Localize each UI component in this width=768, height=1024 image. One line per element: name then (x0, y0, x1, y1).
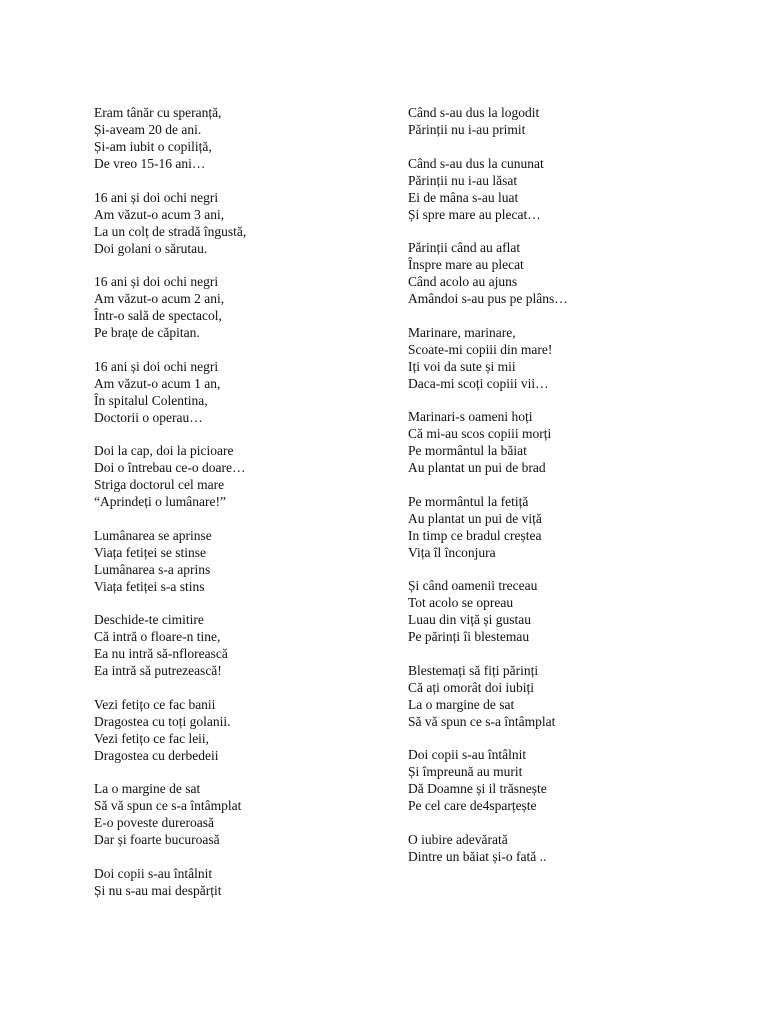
poem-stanza (94, 780, 414, 848)
poem-line: Au plantat un pui de viță (408, 510, 542, 526)
poem-stanza (94, 189, 414, 257)
poem-line: Tot acolo se opreau (408, 595, 514, 610)
poem-line: Când acolo au ajuns (408, 274, 518, 289)
poem-line: Striga doctorul cel mare (94, 477, 225, 492)
poem-right-column (408, 104, 728, 881)
poem-stanza (408, 104, 728, 138)
poem-line: Deschide-te cimitire (94, 612, 204, 627)
poem-line: Eram tânăr cu speranță, (94, 105, 222, 120)
poem-line: Lumânarea s-a aprins (94, 561, 211, 577)
poem-stanza (94, 358, 414, 426)
poem-line: Pe părinți îi blestemau (408, 629, 530, 644)
poem-stanza (408, 662, 728, 730)
poem-line: La o margine de sat (94, 781, 201, 796)
poem-stanza (408, 746, 728, 814)
poem-line: Luau din viță și gustau (408, 612, 531, 627)
poem-line: 16 ani și doi ochi negri (94, 274, 219, 289)
poem-line: Ea intră să putrezească! (94, 663, 222, 678)
poem-line: Când s-au dus la cununat (408, 155, 544, 171)
poem-line: Au plantat un pui de brad (408, 460, 546, 475)
poem-line: Când s-au dus la logodit (408, 105, 540, 120)
poem-line: Doi copii s-au întâlnit (408, 747, 527, 762)
poem-stanza (408, 493, 728, 561)
poem-line: Că intră o floare-n tine, (94, 629, 221, 644)
poem-line: Și când oamenii treceau (408, 578, 538, 593)
poem-line: Iți voi da sute și mii (408, 358, 516, 374)
poem-line: Că ați omorât doi iubiți (408, 679, 534, 695)
poem-line: 16 ani și doi ochi negri (94, 189, 219, 205)
poem-line: Doi copii s-au întâlnit (94, 865, 213, 881)
poem-line: Doi golani o sărutau. (94, 240, 208, 256)
poem-line: Ea nu intră să-nflorească (94, 646, 228, 661)
poem-line: Vezi fetițo ce fac leii, (94, 730, 210, 746)
poem-line: Pe brațe de căpitan. (94, 325, 200, 340)
poem-line: “Aprindeți o lumânare!” (94, 494, 226, 509)
poem-line: Pe mormântul la fetiță (408, 493, 529, 509)
poem-line: Amândoi s-au pus pe plâns… (408, 291, 568, 306)
poem-line: Și-aveam 20 de ani. (94, 122, 202, 137)
poem-line: E-o poveste dureroasă (94, 815, 214, 830)
poem-line: Dragostea cu derbedeii (94, 747, 219, 763)
poem-stanza (94, 273, 414, 341)
poem-line: Doctorii o operau… (94, 409, 203, 425)
poem-line: Viața fetiței s-a stins (94, 578, 205, 594)
poem-line: Am văzut-o acum 2 ani, (94, 291, 225, 306)
poem-line: Părinții nu i-au primit (408, 122, 526, 137)
poem-line: 16 ani și doi ochi negri (94, 358, 219, 374)
poem-line: Marinari-s oameni hoți (408, 409, 533, 424)
poem-line: De vreo 15-16 ani… (94, 156, 206, 171)
poem-line: Am văzut-o acum 3 ani, (94, 206, 225, 222)
poem-stanza (408, 408, 728, 476)
poem-line: Dragostea cu toți golanii. (94, 713, 231, 729)
poem-line: În spitalul Colentina, (94, 392, 208, 408)
poem-line: Scoate-mi copiii din mare! (408, 341, 553, 357)
poem-line: Părinții nu i-au lăsat (408, 172, 518, 188)
poem-line: Lumânarea se aprinse (94, 527, 212, 543)
poem-stanza (94, 611, 414, 679)
poem-line: Dintre un băiat și-o fată .. (408, 848, 547, 864)
poem-line: Doi o întrebau ce-o doare… (94, 460, 246, 475)
poem-line: Într-o sală de spectacol, (94, 308, 222, 323)
poem-line: O iubire adevărată (408, 831, 508, 847)
poem-line: Și-am iubit o copiliță, (94, 139, 212, 154)
poem-line: Să vă spun ce s-a întâmplat (94, 798, 242, 813)
poem-line: Daca-mi scoți copiii vii… (408, 375, 549, 391)
poem-left-column (94, 104, 414, 915)
poem-line: Că mi-au scos copiii morți (408, 426, 552, 441)
poem-line: La un colț de stradă îngustă, (94, 223, 247, 239)
poem-stanza (408, 155, 728, 223)
poem-stanza (94, 104, 414, 172)
poem-stanza (408, 324, 728, 392)
poem-stanza (408, 831, 728, 865)
poem-line: Am văzut-o acum 1 an, (94, 375, 221, 391)
poem-line: Viața fetiței se stinse (94, 544, 207, 560)
poem-line: Vița îl înconjura (408, 544, 496, 560)
poem-stanza (94, 865, 414, 899)
poem-stanza (94, 696, 414, 764)
poem-stanza (94, 527, 414, 595)
poem-line: In timp ce bradul creștea (408, 527, 542, 543)
poem-line: Dar și foarte bucuroasă (94, 832, 220, 847)
poem-line: Pe mormântul la băiat (408, 443, 527, 458)
poem-line: Pe cel care de4sparțește (408, 798, 537, 813)
poem-line: Înspre mare au plecat (408, 257, 524, 272)
poem-line: Și nu s-au mai despărțit (94, 882, 222, 898)
poem-line: Părinții când au aflat (408, 240, 521, 255)
poem-line: Blestemați să fiți părinți (408, 662, 539, 678)
poem-stanza (94, 442, 414, 510)
poem-line: Dă Doamne și il trăsnește (408, 781, 547, 796)
poem-line: La o margine de sat (408, 696, 515, 712)
poem-stanza (408, 239, 728, 307)
poem-line: Vezi fetițo ce fac banii (94, 696, 216, 712)
poem-line: Și împreună au murit (408, 764, 523, 779)
poem-stanza (408, 577, 728, 645)
poem-line: Doi la cap, doi la picioare (94, 443, 234, 458)
poem-line: Ei de mâna s-au luat (408, 189, 519, 205)
poem-line: Și spre mare au plecat… (408, 206, 541, 222)
poem-line: Marinare, marinare, (408, 324, 516, 340)
poem-line: Să vă spun ce s-a întâmplat (408, 713, 556, 729)
